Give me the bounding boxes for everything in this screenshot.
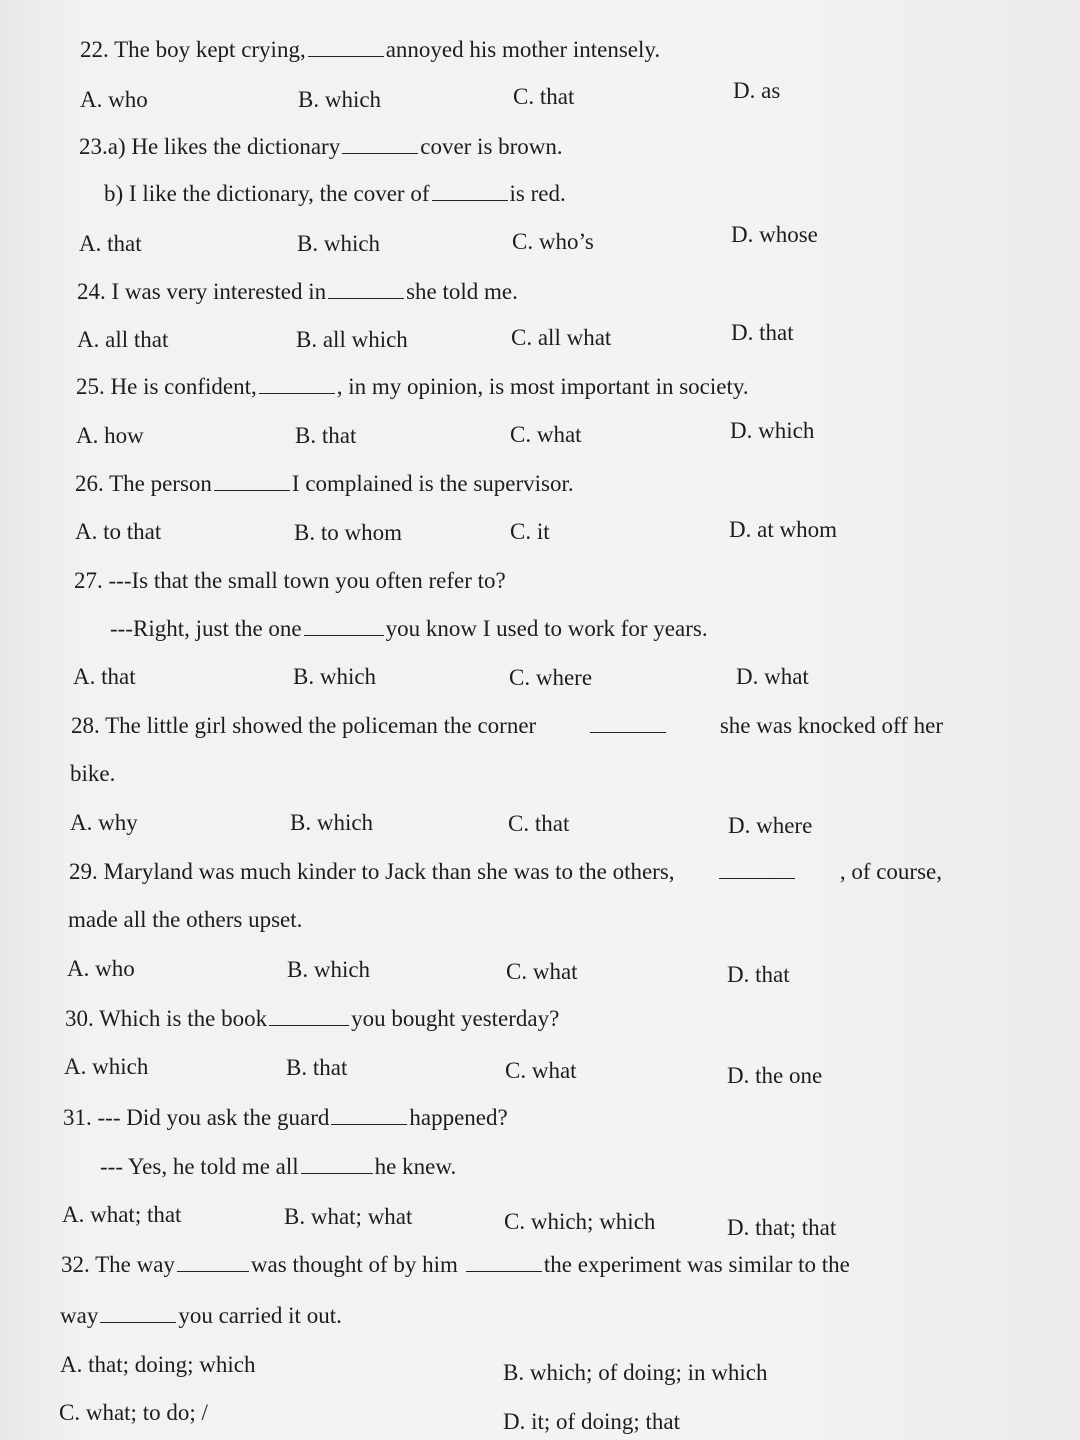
q30-option-a: A. which	[64, 1054, 149, 1079]
q31-line2	[100, 1153, 456, 1181]
q24-option-c: C. all what	[511, 325, 612, 350]
q30-option-c: C. what	[505, 1058, 577, 1083]
q25-stem	[76, 373, 749, 401]
q23-option-a: A. that	[79, 231, 142, 256]
q32-part3: the experiment was similar to the	[543, 1252, 850, 1277]
q31-line1-part2: happened?	[409, 1105, 508, 1130]
q27-line1: 27. ---Is that the small town you often refer to?	[74, 568, 506, 593]
q25-option-d: D. which	[730, 418, 815, 443]
q29-stem-cont: made all the others upset.	[68, 907, 303, 932]
q28-blank	[590, 712, 666, 733]
q22-stem-part2: annoyed his mother intensely.	[385, 37, 661, 62]
q28-option-d: D. where	[728, 813, 813, 838]
q23a-blank	[342, 135, 418, 154]
q29-blank	[719, 858, 795, 879]
q27-option-a: A. that	[73, 664, 136, 689]
q30-stem-part1: 30. Which is the book	[65, 1006, 268, 1031]
q31-option-a: A. what; that	[62, 1202, 182, 1227]
q25-option-c: C. what	[510, 422, 582, 447]
q27-blank	[304, 617, 384, 636]
q22-option-a: A. who	[80, 87, 148, 112]
q29-stem	[69, 858, 942, 886]
q31-line1-part1: 31. --- Did you ask the guard	[63, 1105, 330, 1130]
q32-option-d: D. it; of doing; that	[503, 1409, 680, 1434]
q28-option-b: B. which	[290, 810, 374, 835]
q23b-part2: is red.	[509, 181, 566, 206]
q31-blank-1	[331, 1106, 407, 1125]
q28-stem-cont: bike.	[70, 761, 116, 786]
q31-line2-part1: --- Yes, he told me all	[100, 1154, 299, 1179]
q30-stem-part2: you bought yesterday?	[351, 1006, 560, 1031]
q32-option-c: C. what; to do; /	[59, 1400, 208, 1425]
q32-option-b: B. which; of doing; in which	[503, 1360, 768, 1385]
q22-stem-part1: 22. The boy kept crying,	[80, 37, 306, 62]
q31-option-b: B. what; what	[284, 1204, 413, 1229]
q22-option-b: B. which	[298, 87, 382, 112]
q30-stem	[65, 1005, 559, 1033]
q24-option-d: D. that	[731, 320, 794, 345]
q30-option-d: D. the one	[727, 1063, 823, 1088]
q26-stem-part1: 26. The person	[75, 471, 212, 496]
q32-part1: 32. The way	[61, 1252, 175, 1277]
q27-line2	[110, 615, 708, 643]
q25-stem-part1: 25. He is confident,	[76, 374, 257, 399]
q23b-part1: b) I like the dictionary, the cover of	[104, 181, 430, 206]
q23-stem-a	[79, 133, 563, 161]
q22-option-c: C. that	[513, 84, 575, 109]
q25-option-b: B. that	[295, 423, 357, 448]
q23-option-c: C. who’s	[512, 229, 594, 254]
q26-option-b: B. to whom	[294, 520, 402, 545]
q26-blank	[214, 472, 290, 491]
q24-option-b: B. all which	[296, 327, 408, 352]
q26-option-a: A. to that	[75, 519, 162, 544]
q27-line2-part1: ---Right, just the one	[110, 616, 302, 641]
q28-stem	[71, 712, 943, 740]
q29-stem-part2: , of course,	[839, 859, 942, 884]
q23-option-d: D. whose	[731, 222, 818, 247]
q23a-part1: 23.a) He likes the dictionary	[79, 134, 341, 159]
q29-option-b: B. which	[287, 957, 371, 982]
q22-option-d: D. as	[733, 78, 781, 103]
q25-option-a: A. how	[76, 423, 144, 448]
q24-option-a: A. all that	[77, 327, 169, 352]
q22-stem	[80, 36, 660, 64]
q24-blank	[328, 280, 404, 299]
q23-stem-b	[104, 180, 566, 208]
q32-stem-cont	[60, 1302, 342, 1330]
q23b-blank	[432, 182, 508, 201]
q28-stem-part2: she was knocked off her	[719, 713, 943, 738]
q27-option-d: D. what	[736, 664, 809, 689]
q32-blank-3	[100, 1304, 176, 1323]
q31-line1	[63, 1104, 508, 1132]
q31-line2-part2: he knew.	[374, 1154, 457, 1179]
q32-blank-2	[466, 1253, 542, 1272]
q24-stem-part1: 24. I was very interested in	[77, 279, 327, 304]
q29-option-a: A. who	[67, 956, 135, 981]
q27-option-b: B. which	[293, 664, 377, 689]
q25-blank	[259, 375, 335, 394]
q26-stem-part2: I complained is the supervisor.	[291, 471, 574, 496]
q26-option-c: C. it	[510, 519, 550, 544]
q31-blank-2	[301, 1155, 373, 1174]
q26-stem	[75, 470, 574, 498]
q29-option-d: D. that	[727, 962, 790, 987]
q27-option-c: C. where	[509, 665, 593, 690]
q31-option-c: C. which; which	[504, 1209, 656, 1234]
q31-option-d: D. that; that	[727, 1215, 837, 1240]
q23-option-b: B. which	[297, 231, 381, 256]
q23a-part2: cover is brown.	[420, 134, 563, 159]
q32-blank-1	[177, 1253, 249, 1272]
q25-stem-part2: , in my opinion, is most important in society.	[336, 374, 749, 399]
q26-option-d: D. at whom	[729, 517, 837, 542]
q24-stem-part2: she told me.	[406, 279, 518, 304]
q29-option-c: C. what	[506, 959, 578, 984]
q24-stem	[77, 278, 518, 306]
q28-option-c: C. that	[508, 811, 570, 836]
q32-stem	[61, 1251, 850, 1279]
q32-option-a: A. that; doing; which	[60, 1352, 256, 1377]
q28-stem-part1: 28. The little girl showed the policeman the corner	[71, 713, 537, 738]
q30-blank	[269, 1007, 349, 1026]
q30-option-b: B. that	[286, 1055, 348, 1080]
q32-part5: you carried it out.	[178, 1303, 342, 1328]
q28-option-a: A. why	[70, 810, 138, 835]
q22-blank	[308, 38, 384, 57]
q29-stem-part1: 29. Maryland was much kinder to Jack than she was to the others,	[69, 859, 675, 884]
q32-part4: way	[60, 1303, 99, 1328]
q32-part2: was thought of by him	[250, 1252, 458, 1277]
q27-line2-part2: you know I used to work for years.	[385, 616, 708, 641]
